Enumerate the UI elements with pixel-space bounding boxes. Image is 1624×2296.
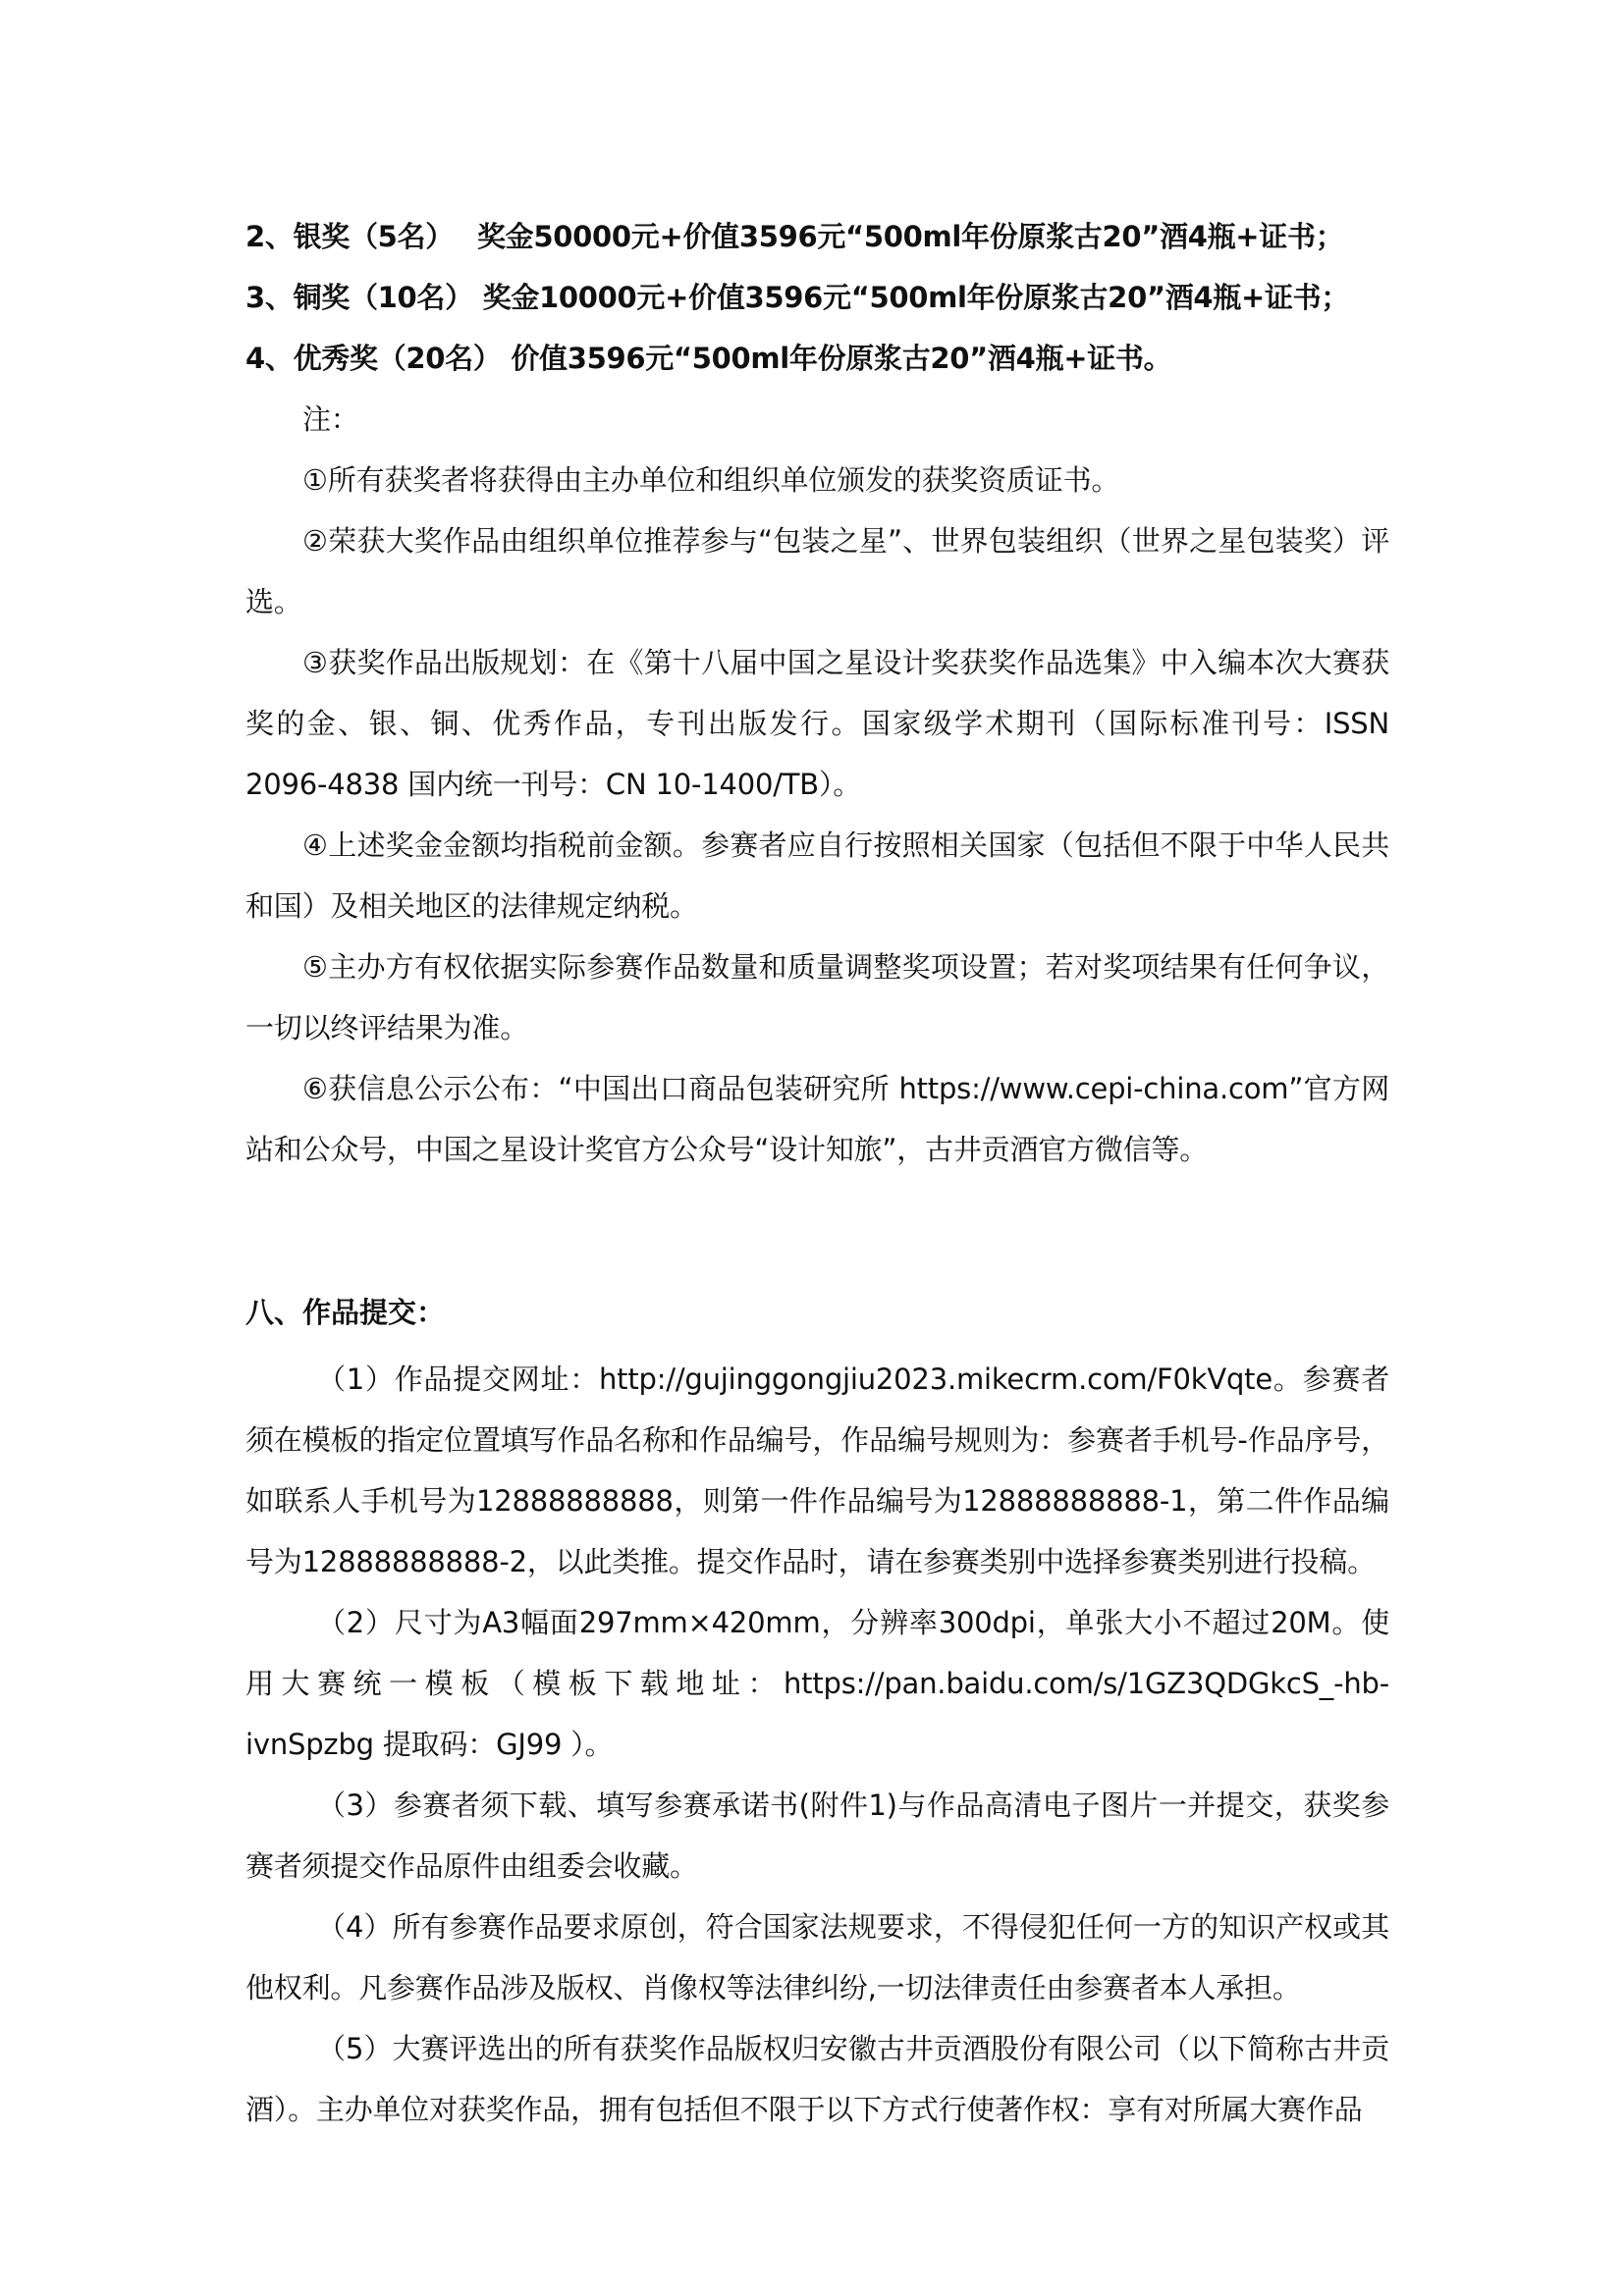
note-item: ③获奖作品出版规划：在《第十八届中国之星设计奖获奖作品选集》中入编本次大赛获奖的金、银、铜、优秀作品，专刊出版发行。国家级学术期刊（国际标准刊号：ISSN 2096-4838 国内统一刊号：CN 10-1400/TB）。	[245, 646, 1389, 801]
submission-item: （5）大赛评选出的所有获奖作品版权归安徽古井贡酒股份有限公司（以下简称古井贡酒）。主办单位对获奖作品，拥有包括但不限于以下方式行使著作权：享有对所属大赛作品	[245, 2032, 1389, 2126]
submission-item: （2）尺寸为A3幅面297mm×420mm，分辨率300dpi，单张大小不超过20M。使用大赛统一模板（模板下载地址：https://pan.baidu.com/s/1GZ3QDGkcS_-hb-ivnSpzbg 提取码：GJ99 ）。	[245, 1606, 1389, 1761]
notes-label: 注：	[302, 402, 359, 436]
submission-item: （1）作品提交网址：http://gujinggongjiu2023.mikecrm.com/F0kVqte。参赛者须在模板的指定位置填写作品名称和作品编号，作品编号规则为：参赛者手机号-作品序号，如联系人手机号为12888888888，则第一件作品编号为12888888888-1，第二件作品编号为12888888888-2，以此类推。提交作品时，请在参赛类别中选择参赛类别进行投稿。	[245, 1362, 1389, 1578]
award-list	[245, 206, 1389, 389]
notes-section	[245, 389, 1389, 1180]
section-heading-submission: 八、作品提交：	[245, 1296, 446, 1329]
award-excellence: 4、优秀奖（20名） 价值3596元“500ml年份原浆古20”酒4瓶+证书。	[245, 342, 1172, 375]
submission-section	[245, 1349, 1389, 2140]
page-content	[245, 206, 1389, 2140]
note-item: ⑤主办方有权依据实际参赛作品数量和质量调整奖项设置；若对奖项结果有任何争议，一切以终评结果为准。	[245, 950, 1389, 1044]
note-item: ⑥获信息公示公布：“中国出口商品包装研究所 https://www.cepi-china.com”官方网站和公众号，中国之星设计奖官方公众号“设计知旅”，古井贡酒官方微信等。	[245, 1072, 1389, 1166]
award-bronze: 3、铜奖（10名） 奖金10000元+价值3596元“500ml年份原浆古20”酒4瓶+证书；	[245, 281, 1350, 314]
submission-item: （3）参赛者须下载、填写参赛承诺书(附件1)与作品高清电子图片一并提交，获奖参赛者须提交作品原件由组委会收藏。	[245, 1789, 1389, 1883]
note-item: ④上述奖金金额均指税前金额。参赛者应自行按照相关国家（包括但不限于中华人民共和国）及相关地区的法律规定纳税。	[245, 828, 1389, 923]
award-silver: 2、银奖（5名） 奖金50000元+价值3596元“500ml年份原浆古20”酒4瓶+证书；	[245, 220, 1344, 253]
note-item: ②荣获大奖作品由组织单位推荐参与“包装之星”、世界包装组织（世界之星包装奖）评选。	[245, 524, 1389, 618]
note-item: ①所有获奖者将获得由主办单位和组织单位颁发的获奖资质证书。	[302, 463, 1120, 497]
submission-item: （4）所有参赛作品要求原创，符合国家法规要求，不得侵犯任何一方的知识产权或其他权利。凡参赛作品涉及版权、肖像权等法律纠纷,一切法律责任由参赛者本人承担。	[245, 1910, 1389, 2004]
